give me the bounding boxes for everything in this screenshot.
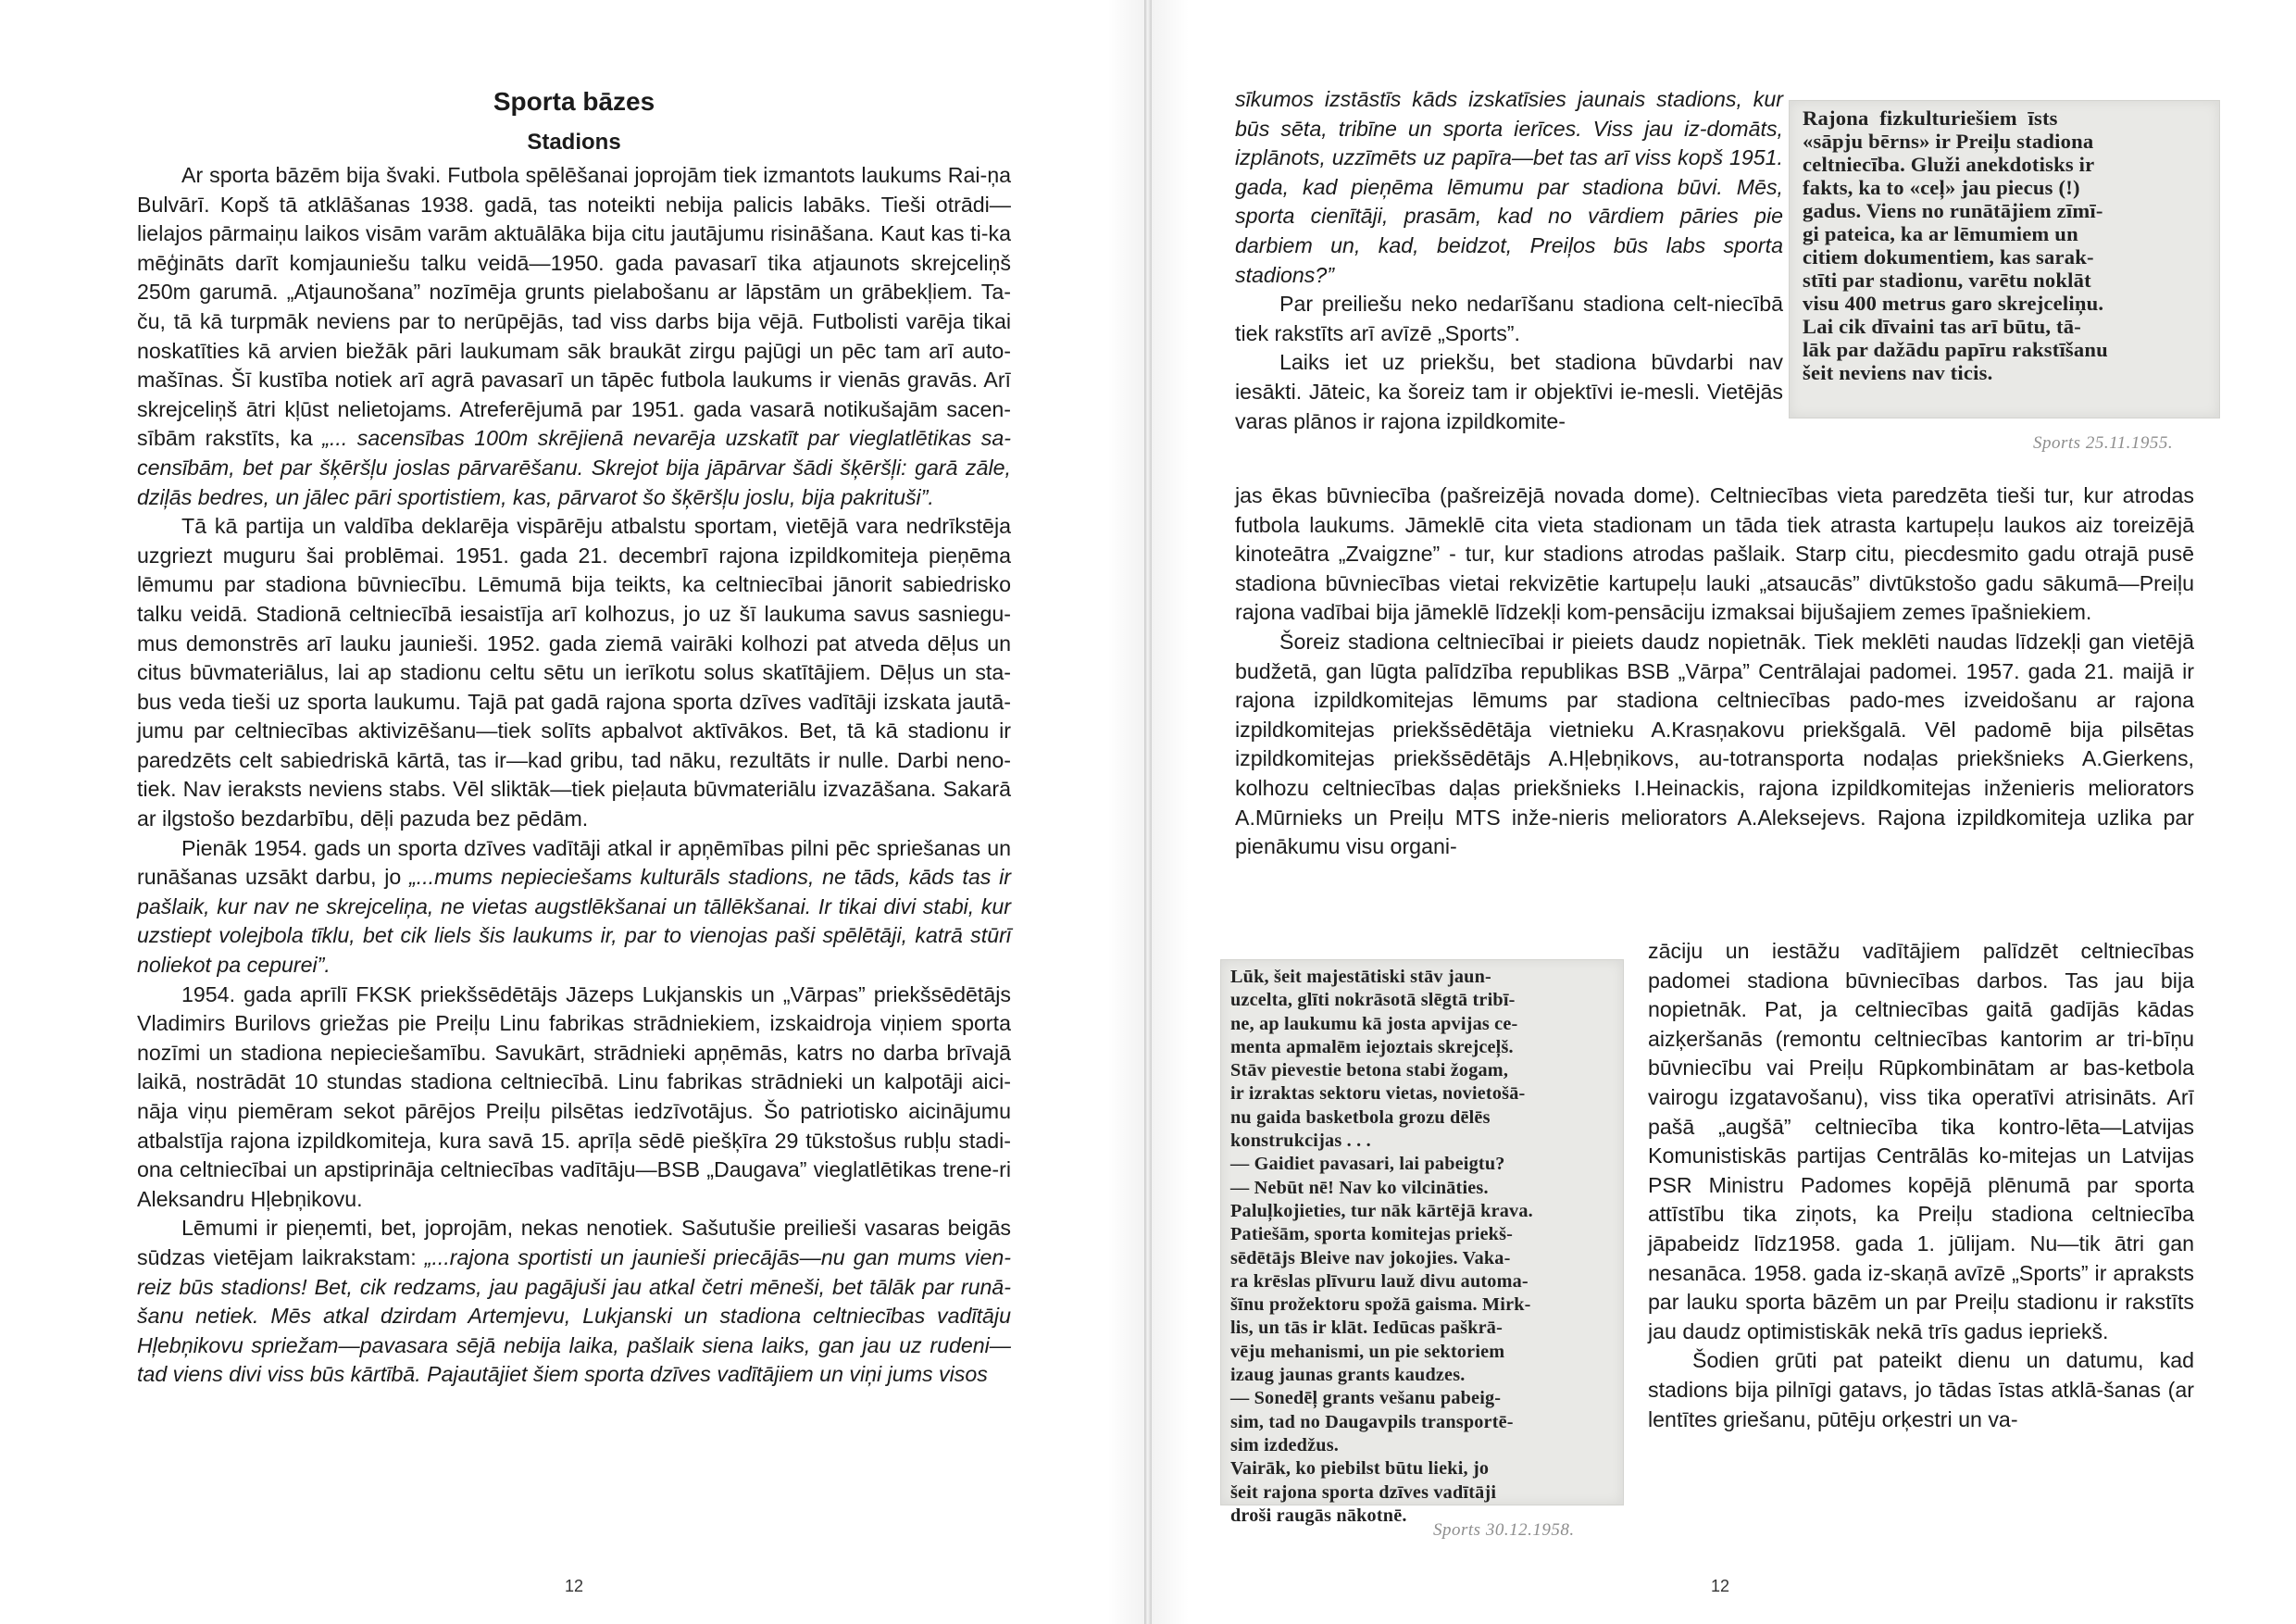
paragraph <box>137 1214 1011 1390</box>
clipping-line: šeit rajona sporta dzīves vadītāji <box>1230 1481 1497 1503</box>
paragraph <box>1235 85 1783 290</box>
clipping-line: visu 400 metrus garo skrejceliņu. <box>1803 292 2104 315</box>
body-text: Tā kā partija un valdība deklarēja vispārēju atbalstu sportam, vietējā vara nedrīkstēja uzgriezt muguru šai problēmai. 1951. gada 21. decembrī rajona izpildkomiteja pieņēma lēmumu par stadiona būvniecību. Lēmumā bija teikts, ka celtniecībai jānorit sabiedrisko talku veidā. Stadionā celtniecībā iesaistīja arī kolhozus, jo uz šī laukuma savus sasniegu-mus demonstrēs arī lauku jaunieši. 1952. gada ziemā vairāki kolhozi pat atveda dēļus un citus būvmateriālus, lai ap stadionu celtu sētu un ierīkotu solus skatītājiem. Dēļus un sta-bus veda tieši uz sporta laukumu. Tajā pat gadā rajona sporta dzīves vadītāji izskata jautā-jumu par celtniecības aktivizēšanu—tiek solīts apbalvot aktīvākos. Bet, tā kā stadionu ir paredzēts celt sabiedriskā kārtā, tas ir—kad gribu, tad nāku, rezultāts ir nulle. Darbi neno-tiek. Nav ieraksts neviens stabs. Vēl sliktāk—tiek pieļauta būvmateriālu izvazāšana. Sakarā ar ilgstošo bezdarbību, dēļi pazuda bez pēdām. <box>137 514 1011 831</box>
quoted-text: sīkumos izstāstīs kāds izskatīsies jaunais stadions, kur būs sēta, tribīne un sporta ierīces. Viss jau iz-domāts, izplānots, uzzīmēts uz papīra—bet tas arī viss kopš 1951. gada, kad pieņēma lēmumu par stadiona būvi. Mēs, sporta cienītāji, prasām, kad no vārdiem pāries pie darbiem un, kad, beidzot, Preiļos būs labs sporta stadions?” <box>1235 87 1783 287</box>
clipping-line: Lūk, šeit majestātiski stāv jaun- <box>1230 967 1491 987</box>
clipping-line: šeit neviens nav ticis. <box>1803 361 1993 384</box>
body-text: Lēmumi ir pieņemti, bet, joprojām, nekas nenotiek. Sašutušie preilieši vasaras beigās sūdzas vietējam laikrakstam: <box>137 1216 1011 1269</box>
clipping-text <box>1230 966 1616 1528</box>
paragraph <box>1648 937 2194 1346</box>
clipping-line: menta apmalēm iejoztais skrejceļš. <box>1230 1036 1514 1057</box>
newspaper-clipping-top <box>1789 100 2220 418</box>
clipping-line: Patiešām, sporta komitejas priekš- <box>1230 1224 1514 1245</box>
clipping-line: šīnu prožektoru spožā gaisma. Mirk- <box>1230 1294 1531 1316</box>
paragraph <box>1235 628 2194 862</box>
right-main-text <box>1235 481 2194 862</box>
body-text: Laiks iet uz priekšu, bet stadiona būvdarbi nav iesākti. Jāteic, ka šoreiz tam ir objektīvi ie-mesli. Vietējās varas plānos ir rajona izpildkomite- <box>1235 350 1783 433</box>
clipping-line: Rajona fizkulturiešiem īsts <box>1803 106 2058 130</box>
quoted-text: „...rajona sportisti un jaunieši priecājās—nu gan mums vien-reiz būs stadions! Bet, cik redzams, jau pagājuši jau atkal četri mēneši, bet tālāk par runā-šanu netiek. Mēs atkal dzirdam Artemjevu, Lukjanski un stadiona celtniecības vadītāju Hļebņikovu spriežam—pavasara sējā nebija laika, pašlaik siena laiks, gan jau uz rudeni—tad viens divi viss būs kārtībā. Pajautājiet šiem sporta dzīves vadītājiem un viņi jums visos <box>137 1244 1011 1387</box>
clipping-line: ir izraktas sektoru vietas, novietošā- <box>1230 1083 1526 1105</box>
page-edge-shadow <box>1107 0 1144 1624</box>
clipping-line: stīti par stadionu, varētu noklāt <box>1803 269 2091 292</box>
clipping-line: — Nebūt nē! Nav ko vilcināties. <box>1230 1177 1489 1198</box>
paragraph <box>137 512 1011 834</box>
clipping-caption-bottom: Sports 30.12.1958. <box>1433 1520 1575 1540</box>
clipping-line: konstrukcijas . . . <box>1230 1131 1371 1152</box>
left-body-text <box>137 161 1011 1390</box>
body-text: jas ēkas būvniecība (pašreizējā novada dome). Celtniecības vieta paredzēta tieši tur, kur atrodas futbola laukums. Jāmeklē cita vieta stadionam un tāda tiek atrasta kartupeļu laukos aiz toreizējā kinoteātra „Zvaigzne” - tur, kur stadions atrodas pašlaik. Starp citu, piecdesmito gadu otrajā pusē stadiona būvniecības vietai rekvizētie kartupeļu lauki „atsaucās” divtūkstošo gadu sākumā—Preiļu rajona vadībai bija jāmeklē līdzekļi kom-pensāciju izmaksai bijušajiem zemes īpašniekiem. <box>1235 483 2194 625</box>
page-number-right: 12 <box>1711 1577 1730 1595</box>
clipping-line: vēju mehanismi, un pie sektoriem <box>1230 1341 1505 1362</box>
body-text: Ar sporta bāzēm bija švaki. Futbola spēlēšanai joprojām tiek izmantots laukums Rai-ņa Bulvārī. Kopš tā atklāšanas 1938. gadā, tas noteikti nebija palicis labāks. Tieši otrādi—lielajos pārmaiņu laikos visām varām aktuālāka bija citu jautājumu risināšana. Kaut kas ti-ka mēģināts darīt komjauniešu talku veidā—1950. gada pavasarī tika atjaunots skrejceliņš 250m garumā. „Atjaunošana” nozīmēja grunts pielabošanu ar lāpstām un grābekļiem. Ta-ču, tā kā turpmāk neviens par to nerūpējās, tad viss darbs bija vējā. Futbolisti varēja tikai noskatīties kā arvien biežāk pāri laukumam sāk braukāt zirgu pajūgi un pēc tam arī auto-mašīnas. Šī kustība notiek arī agrā pavasarī un tāpēc futbola laukums ir vienās gravās. Arī skrejceliņš ātri kļūst nelietojams. Atreferējumā par 1951. gada vasarā notikušajām sacen-sībām rakstīts, ka <box>137 163 1011 451</box>
right-lower-text <box>1648 937 2194 1434</box>
page-title: Sporta bāzes <box>493 87 655 116</box>
paragraph <box>137 161 1011 512</box>
body-text: 1954. gada aprīlī FKSK priekšsēdētājs Jāzeps Lukjanskis un „Vārpas” priekšsēdētājs Vladimirs Burilovs griežas pie Preiļu Linu fabrikas strādniekiem, izskaidroja viņiem sporta nozīmi un stadiona nepieciešamību. Savukārt, strādnieki apņēmās, katrs no darba brīvajā laikā, nostrādāt 10 stundas stadiona celtniecībā. Linu fabrikas strādnieki un kalpotāji aici-nāja viņu piemēram sekot pārējos Preiļu pilsētas iedzīvotājus. Šo patriotisko aicinājumu atbalstīja rajona izpildkomiteja, kura savā 15. aprīļa sēdē piešķīra 29 tūkstošus rubļu stadi-ona celtniecībai un apstiprināja celtniecības vadītāju—BSB „Daugava” vieglatlētikas trene-ri Aleksandru Hļebņikovu. <box>137 981 1011 1211</box>
section-subtitle: Stadions <box>527 130 621 155</box>
page-edge-shadow <box>1152 0 1189 1624</box>
clipping-line: — Gaidiet pavasari, lai pabeigtu? <box>1230 1154 1505 1175</box>
book-gutter <box>1144 0 1152 1624</box>
clipping-line: fakts, ka to «ceļ» jau piecus (!) <box>1803 176 2080 199</box>
page-number-left: 12 <box>565 1577 584 1595</box>
clipping-line: sim, tad no Daugavpils transportē- <box>1230 1411 1514 1432</box>
clipping-line: gi pateica, ka ar lēmumiem un <box>1803 222 2078 245</box>
clipping-line: lāk par dažādu papīru rakstīšanu <box>1803 338 2108 361</box>
body-text: Šodien grūti pat pateikt dienu un datumu, kad stadions bija pilnīgi gatavs, jo tādas īstas atklā-šanas (ar lentītes griešanu, pūtēju orķestri un va- <box>1648 1348 2194 1431</box>
paragraph <box>1648 1346 2194 1434</box>
newspaper-clipping-bottom <box>1220 959 1624 1526</box>
left-page <box>0 0 1144 1624</box>
paragraph <box>137 981 1011 1215</box>
clipping-line: — Sonedēļ grants vešanu pabeig- <box>1230 1388 1502 1409</box>
clipping-line: Stāv pievestie betona stabi žogam, <box>1230 1060 1509 1081</box>
clipping-line: Vairāk, ko piebilst būtu lieki, jo <box>1230 1458 1490 1480</box>
body-text: Pienāk 1954. gads un sporta dzīves vadītāji atkal ir apņēmības pilni pēc spriešanas un runāšanas uzsākt darbu, jo <box>137 835 1011 890</box>
clipping-line: citiem dokumentiem, kas sarak- <box>1803 245 2094 269</box>
clipping-line: sim izdedžus. <box>1230 1434 1340 1455</box>
quoted-text: „... sacensības 100m skrējienā nevarēja uzskatīt par vieglatlētikas sa-censībām, bet par šķēršļu joslas pārvarēšanu. Skrejot bija jāpārvar šādi šķēršļi: garā zāle, dziļās bedres, un jālec pāri sportistiem, kas, pārvarot šo šķēršļu joslu, bija pakrituši”. <box>137 426 1011 509</box>
clipping-line: droši raugās nākotnē. <box>1230 1505 1407 1526</box>
body-text: zāciju un iestāžu vadītājiem palīdzēt celtniecības padomei stadiona būvniecības darbos. Tas jau bija nopietnāk. Pat, ja celtniecības gaitā gadījās kādas aizķeršanās (remontu celtniecības kantorim ar tri-bīņu būvniecību vai Preiļu Rūpkombinātam ar bas-ketbola vairogu izgatavošanu), viss tika operatīvi atrisināts. Arī pašā „augšā” celtniecība tika kontro-lēta—Latvijas Komunistiskās partijas Centrālās ko-mitejas un Latvijas PSR Ministru Padomes kopējā plēnumā par sporta attīstību tika ziņots, ka Preiļu stadiona celtniecība jāpabeidz līdz1958. gada 1. jūlijam. Nu—tik ātri gan nesanāca. 1958. gada iz-skaņā avīzē „Sports” ir apraksts par lauku sporta bāzēm un par Preiļu stadionu ir rakstīts jau daudz optimistiskāk nekā trīs gadus iepriekš. <box>1648 939 2194 1343</box>
clipping-line: lis, un tās ir klāt. Iedūcas paškrā- <box>1230 1318 1503 1339</box>
clipping-line: Lai cik dīvaini tas arī būtu, tā- <box>1803 315 2081 338</box>
clipping-line: gadus. Viens no runātājiem zīmī- <box>1803 199 2103 222</box>
clipping-line: ne, ap laukumu kā josta apvijas ce- <box>1230 1013 1518 1034</box>
right-intro-text <box>1235 85 1783 436</box>
clipping-line: nu gaida basketbola grozu dēlēs <box>1230 1106 1491 1128</box>
clipping-line: ra krēslas plīvuru lauž divu automa- <box>1230 1270 1529 1292</box>
paragraph <box>1235 481 2194 628</box>
clipping-line: sēdētājs Bleive nav jokojies. Vaka- <box>1230 1247 1511 1268</box>
clipping-caption-top: Sports 25.11.1955. <box>2033 433 2174 453</box>
body-text: Par preiliešu neko nedarīšanu stadiona celt-niecībā tiek rakstīts arī avīzē „Sports”. <box>1235 292 1783 345</box>
paragraph <box>1235 290 1783 348</box>
paragraph <box>137 834 1011 981</box>
clipping-line: celtniecība. Gluži anekdotisks ir <box>1803 153 2095 176</box>
clipping-line: Paluļkojieties, tur nāk kārtējā krava. <box>1230 1200 1533 1221</box>
paragraph <box>1235 348 1783 436</box>
clipping-line: uzcelta, glīti nokrāsotā slēgtā tribī- <box>1230 990 1516 1011</box>
clipping-line: «sāpju bērns» ir Preiļu stadiona <box>1803 130 2094 153</box>
quoted-text: „...mums nepieciešams kulturāls stadions, ne tāds, kāds tas ir pašlaik, kur nav ne skrejceliņa, ne vietas augstlēkšanai un tāllēkšanai. Ir tikai divi stabi, kur uzstiept volejbola tīklu, bet cik liels šis laukums ir, par to vienojas paši spēlētāji, katrā stūrī noliekot pa cepurei”. <box>137 865 1011 978</box>
clipping-text <box>1803 106 2210 384</box>
clipping-line: izaug jaunas grants kaudzes. <box>1230 1365 1466 1386</box>
body-text: Šoreiz stadiona celtniecībai ir pieiets daudz nopietnāk. Tiek meklēti naudas līdzekļi gan vietējā budžetā, gan lūgta palīdzība republikas BSB „Vārpa” Centrālajai padomei. 1957. gada 21. maijā ir rajona izpildkomitejas lēmums par stadiona celtniecības pado-mes izveidošanu ar rajona izpildkomitejas priekšsēdētāja vietnieku A.Krasņakovu priekšgalā. Vēl padomē bija pilsētas izpildkomitejas priekšsēdētājs A.Hļebņikovs, au-totransporta nodaļas priekšnieks A.Gierkens, kolhozu celtniecības daļas priekšnieks I.Heinackis, rajona izpildkomitejas inženieris meliorators A.Mūrnieks un Preiļu MTS inže-nieris meliorators A.Aleksejevs. Rajona izpildkomiteja uzlika par pienākumu visu organi- <box>1235 629 2194 859</box>
